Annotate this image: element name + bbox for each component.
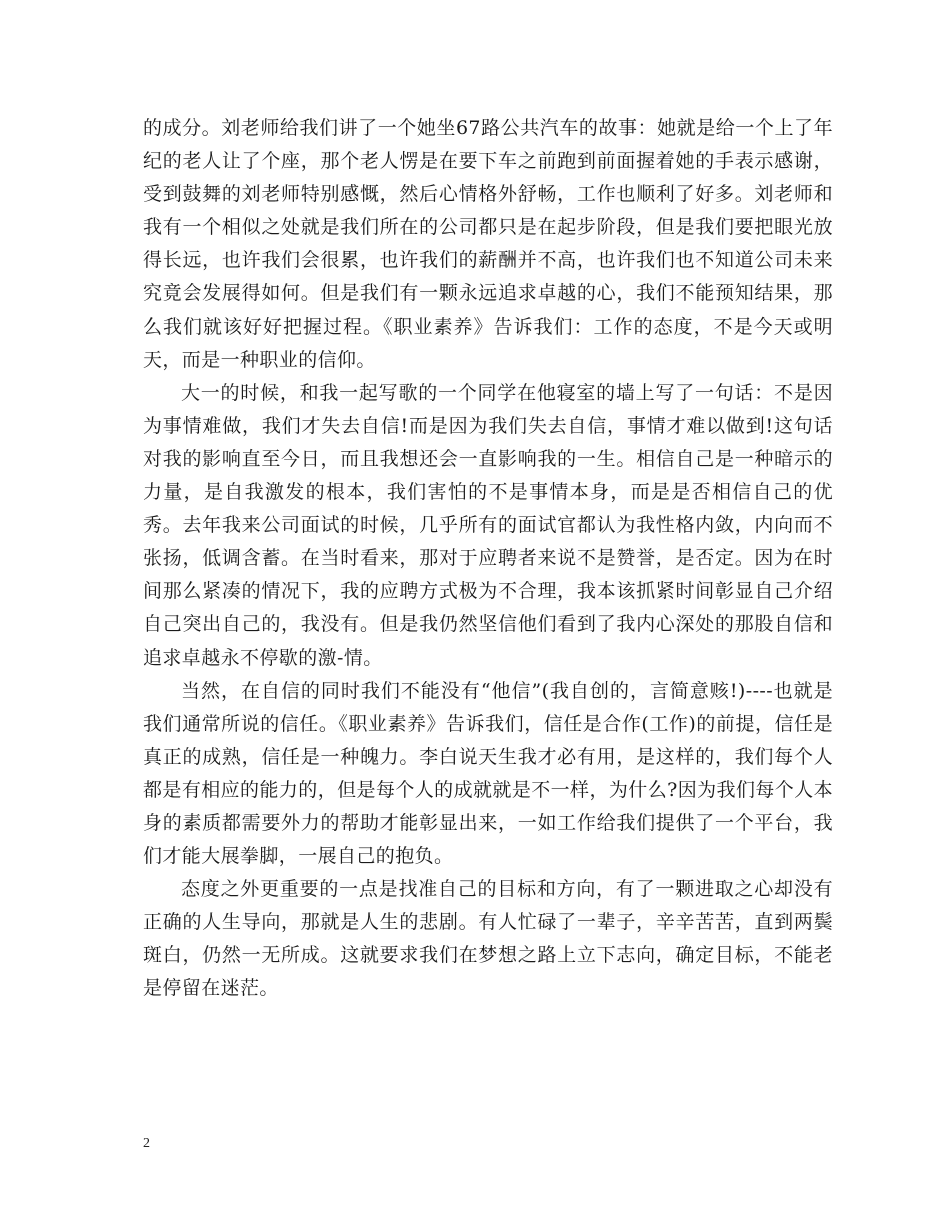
paragraph-1: 的成分。刘老师给我们讲了一个她坐67路公共汽车的故事：她就是给一个上了年纪的老人让了个座，那个老人愣是在要下车之前跑到前面握着她的手表示感谢，受到鼓舞的刘老师特别感慨，然后心情格外舒畅，工作也顺利了好多。刘老师和我有一个相似之处就是我们所在的公司都只是在起步阶段，但是我们要把眼光放得长远，也许我们会很累，也许我们的薪酬并不高，也许我们也不知道公司未来究竟会发展得如何。但是我们有一颗永远追求卓越的心，我们不能预知结果，那么我们就该好好把握过程。《职业素养》告诉我们：工作的态度，不是今天或明天，而是一种职业的信仰。 [143,117,833,371]
body-text [143,112,833,1006]
paragraph-2: 大一的时候，和我一起写歌的一个同学在他寝室的墙上写了一句话：不是因为事情难做，我们才失去自信!而是因为我们失去自信，事情才难以做到!这句话对我的影响直至今日，而且我想还会一直影响我的一生。相信自己是一种暗示的力量，是自我激发的根本，我们害怕的不是事情本身，而是是否相信自己的优秀。去年我来公司面试的时候，几乎所有的面试官都认为我性格内敛，内向而不张扬，低调含蓄。在当时看来，那对于应聘者来说不是赞誉，是否定。因为在时间那么紧凑的情况下，我的应聘方式极为不合理，我本该抓紧时间彰显自己介绍自己突出自己的，我没有。但是我仍然坚信他们看到了我内心深处的那股自信和追求卓越永不停歇的激-情。 [143,381,833,669]
paragraph-3: 当然，在自信的同时我们不能没有“他信”(我自创的，言简意赅!)----也就是我们通常所说的信任。《职业素养》告诉我们，信任是合作(工作)的前提，信任是真正的成熟，信任是一种魄力。李白说天生我才必有用，是这样的，我们每个人都是有相应的能力的，但是每个人的成就就是不一样，为什么?因为我们每个人本身的素质都需要外力的帮助才能彰显出来，一如工作给我们提供了一个平台，我们才能大展拳脚，一展自己的抱负。 [143,679,833,868]
page-number: 2 [143,1136,150,1151]
paragraph-4: 态度之外更重要的一点是找准自己的目标和方向，有了一颗进取之心却没有正确的人生导向，那就是人生的悲剧。有人忙碌了一辈子，辛辛苦苦，直到两鬓斑白，仍然一无所成。这就要求我们在梦想之路上立下志向，确定目标，不能老是停留在迷茫。 [143,878,833,1000]
